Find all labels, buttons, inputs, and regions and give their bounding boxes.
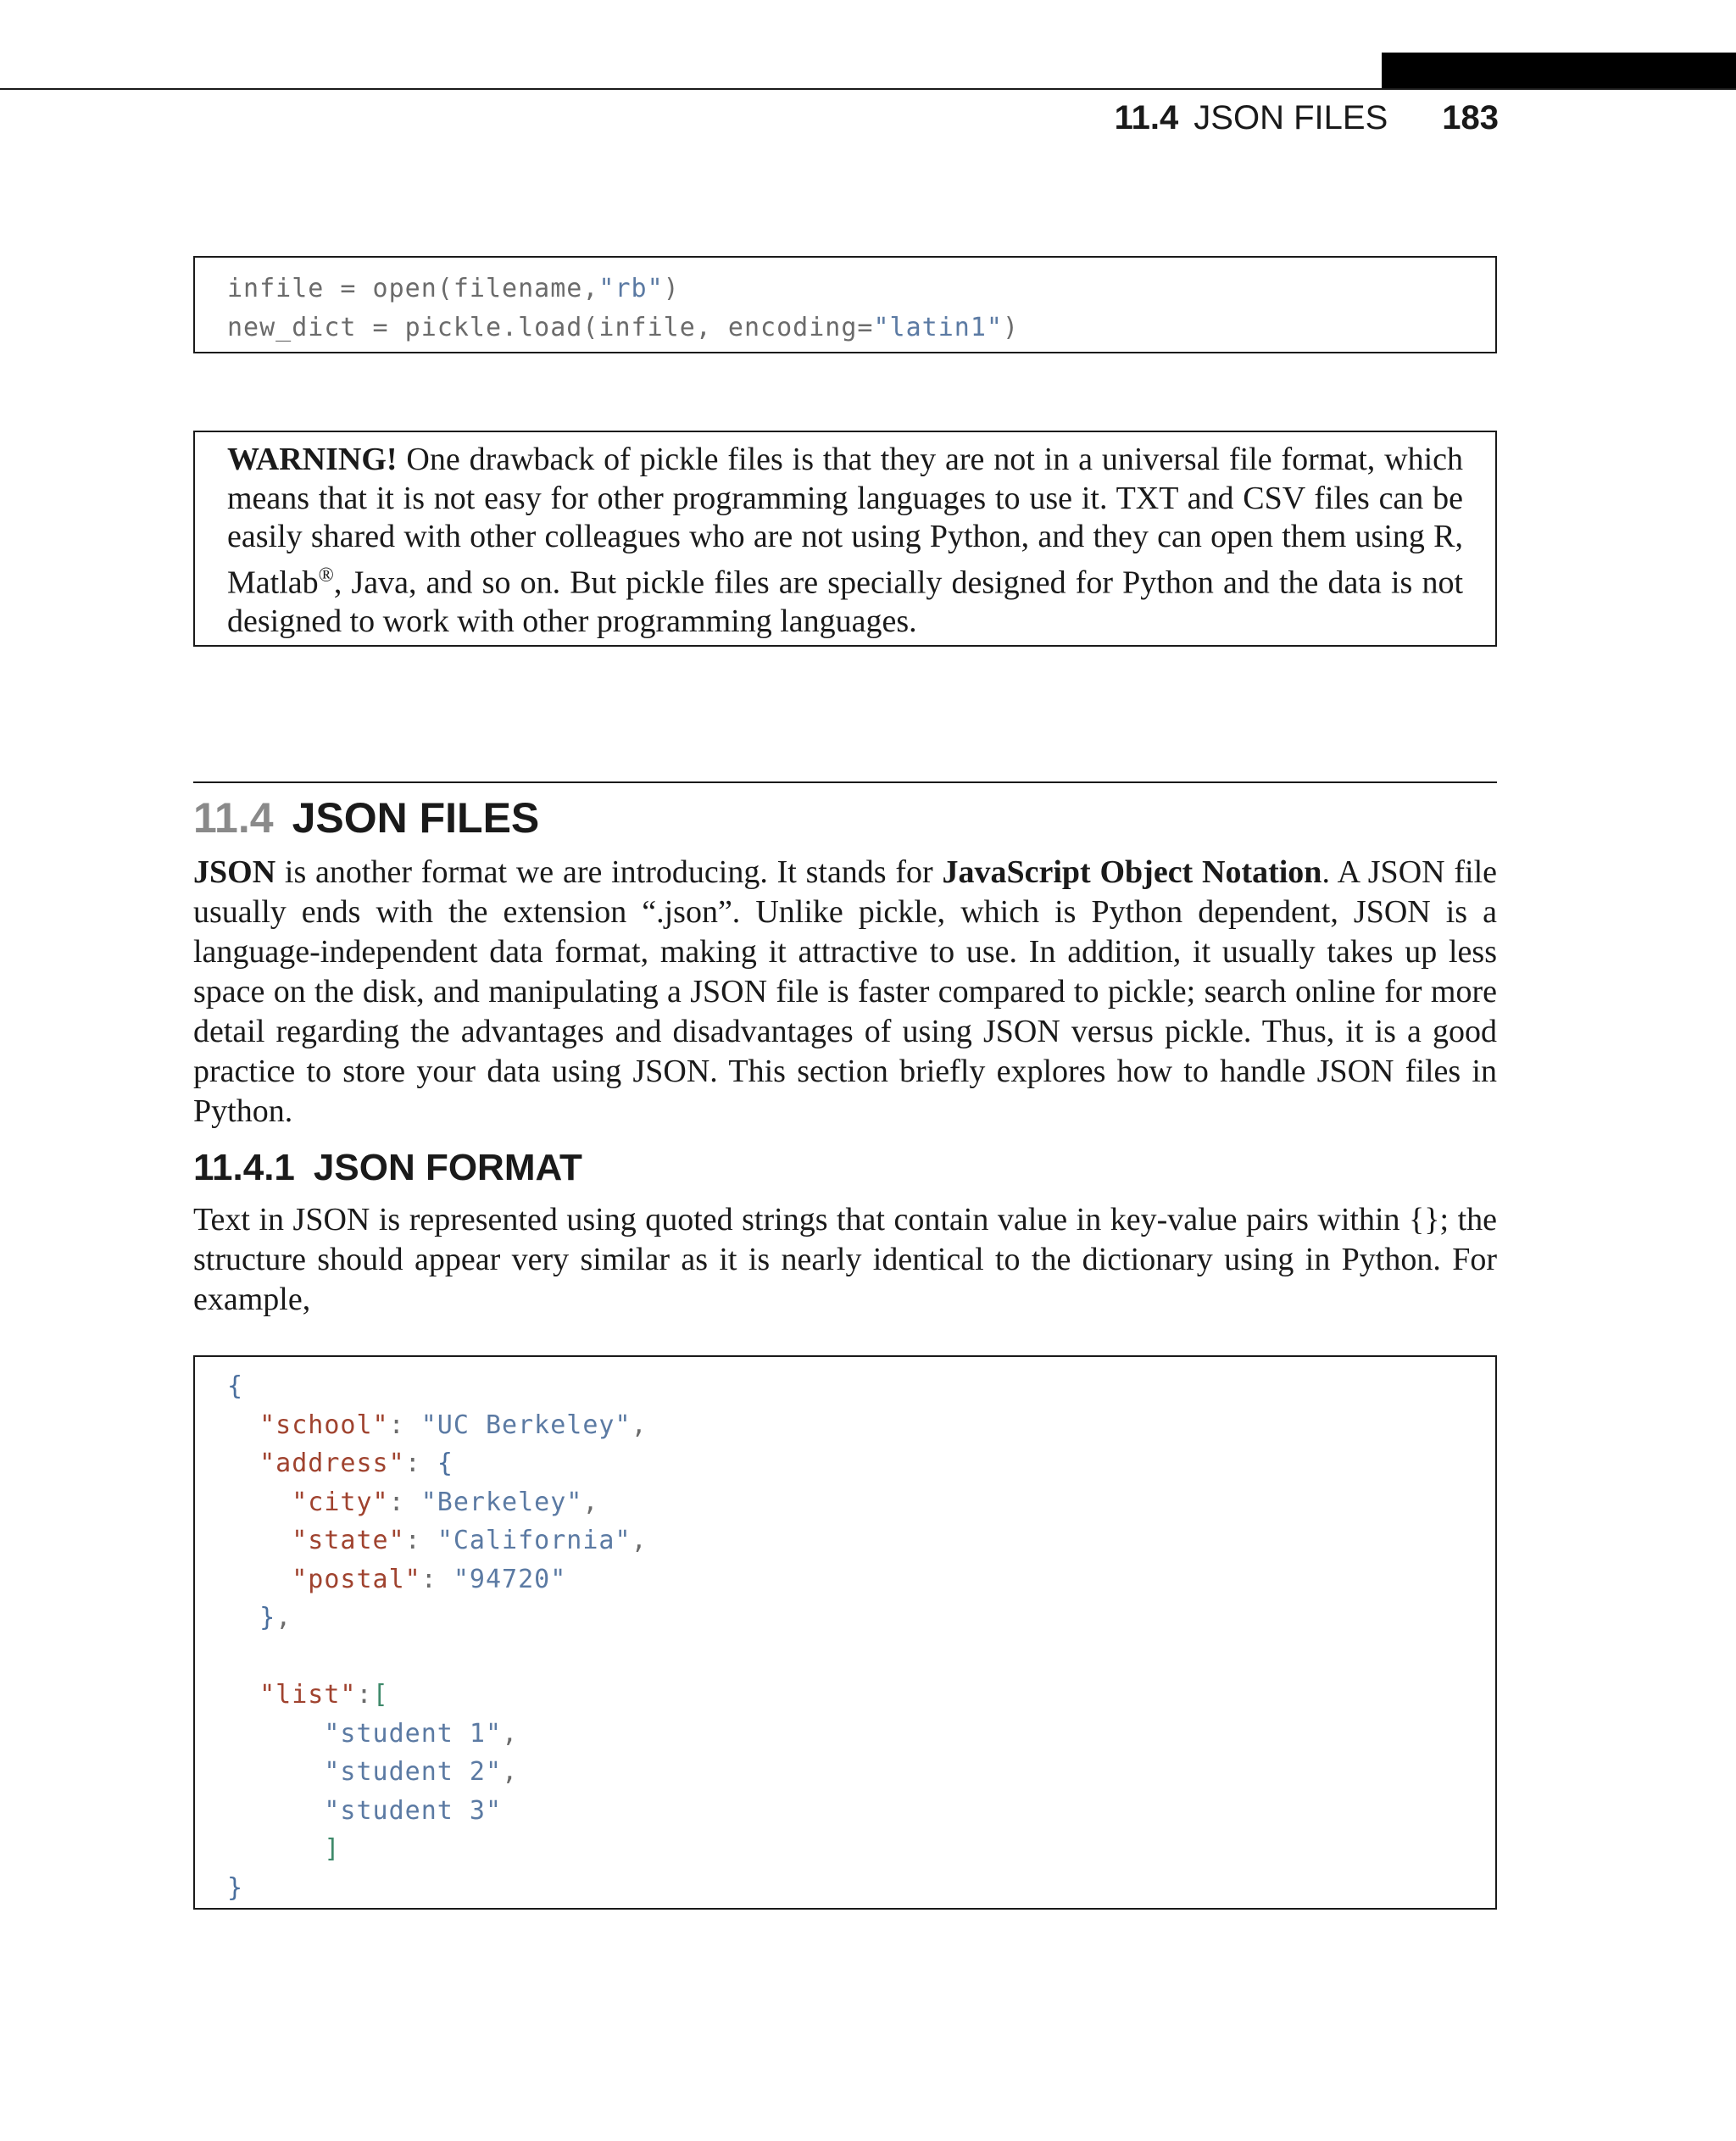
section-number: 11.4 <box>193 794 274 842</box>
registered-mark: ® <box>318 564 334 587</box>
code-bracket: [ <box>372 1680 389 1710</box>
subsection-title: JSON FORMAT <box>313 1147 582 1188</box>
code-key: "postal" <box>292 1564 421 1594</box>
code-brace: } <box>227 1872 244 1903</box>
code-text: new_dict = pickle.load(infile, encoding= <box>227 312 874 342</box>
warning-box <box>193 431 1497 647</box>
section-title: JSON FILES <box>292 794 540 842</box>
code-key: "address" <box>259 1449 405 1478</box>
code-line <box>227 1444 1495 1483</box>
code-line <box>227 1715 1495 1754</box>
code-line <box>227 1676 1495 1715</box>
code-string: "UC Berkeley" <box>420 1410 632 1440</box>
warning-label: WARNING! <box>227 442 398 477</box>
code-line <box>227 1367 1495 1406</box>
code-text: ) <box>1002 312 1020 342</box>
code-punct: : <box>388 1487 421 1517</box>
warning-text: One drawback of pickle files is that they are not in a universal file format, which means that it is not easy for other programming languages to use it. TXT and CSV files can be easily shared with other colleagues who are not using Python, and they can open them using R, Matlab <box>227 442 1463 601</box>
code-brace: } <box>259 1603 276 1632</box>
code-line <box>227 1830 1495 1869</box>
code-blank-line <box>227 1638 1495 1677</box>
code-key: "state" <box>292 1526 405 1555</box>
code-line <box>227 309 1495 348</box>
code-punct: , <box>502 1757 519 1787</box>
code-bracket: ] <box>324 1834 341 1864</box>
code-punct: , <box>631 1410 648 1440</box>
paragraph-text: . A JSON file usually ends with the extension “.json”. Unlike pickle, which is Python dependent, JSON is a language-independent data format, making it attractive to use. In addition, it usually takes up less space on the disk, and manipulating a JSON file is faster compared to pickle; search online for more detail regarding the advantages and disadvantages of using JSON versus pickle. Thus, it is a good practice to store your data using JSON. This section briefly explores how to handle JSON files in Python. <box>193 854 1497 1129</box>
code-key: "city" <box>292 1487 389 1517</box>
subsection-number: 11.4.1 <box>193 1147 295 1188</box>
running-head-section-title: JSON FILES <box>1194 98 1388 136</box>
code-brace: { <box>227 1371 244 1401</box>
header-rule <box>0 88 1736 90</box>
section-rule <box>193 781 1497 783</box>
subsection-paragraph: Text in JSON is represented using quoted strings that contain value in key-value pairs within {}; the structure should appear very similar as it is nearly identical to the dictionary using in Python. For example, <box>193 1202 1497 1317</box>
code-string: "student 3" <box>324 1795 503 1826</box>
code-punct: : <box>388 1410 421 1440</box>
code-line <box>227 1483 1495 1522</box>
code-line <box>227 1560 1495 1599</box>
code-brace: { <box>437 1449 453 1478</box>
code-string: "94720" <box>453 1564 567 1594</box>
subsection-heading <box>193 1144 582 1192</box>
code-key: "list" <box>259 1680 357 1710</box>
code-punct: : <box>404 1449 437 1478</box>
warning-text-continued: , Java, and so on. But pickle files are specially designed for Python and the data is not designed to work with other programming languages. <box>227 564 1463 639</box>
code-line <box>227 270 1495 309</box>
code-key: "school" <box>259 1410 389 1440</box>
code-punct: , <box>275 1603 292 1632</box>
section-heading <box>193 790 539 846</box>
code-punct: : <box>404 1526 437 1555</box>
running-head <box>1115 95 1499 141</box>
paragraph-text: is another format we are introducing. It stands for <box>275 854 943 890</box>
code-block-json-example <box>193 1355 1497 1910</box>
code-string: "rb" <box>598 274 664 303</box>
code-punct: , <box>502 1718 519 1749</box>
code-line <box>227 1599 1495 1638</box>
running-head-section-number: 11.4 <box>1114 98 1179 136</box>
code-punct: : <box>420 1564 453 1594</box>
header-bar <box>1382 53 1736 90</box>
code-string: "California" <box>437 1526 632 1555</box>
json-term: JSON <box>193 854 276 890</box>
code-block-pickle-load <box>193 256 1497 353</box>
code-line <box>227 1406 1495 1445</box>
code-text: infile = open(filename, <box>227 274 599 303</box>
page-number: 183 <box>1442 98 1499 136</box>
code-punct: , <box>631 1526 648 1555</box>
code-line <box>227 1753 1495 1792</box>
code-string: "student 1" <box>324 1718 503 1749</box>
code-text: ) <box>663 274 680 303</box>
json-full-name: JavaScript Object Notation <box>942 854 1322 890</box>
code-string: "student 2" <box>324 1757 503 1787</box>
code-punct: : <box>356 1680 373 1710</box>
code-punct: , <box>582 1487 599 1517</box>
code-line <box>227 1869 1495 1908</box>
code-string: "Berkeley" <box>420 1487 583 1517</box>
code-line <box>227 1792 1495 1831</box>
code-line <box>227 1521 1495 1560</box>
section-paragraph <box>193 853 1497 1132</box>
code-string: "latin1" <box>873 312 1003 342</box>
